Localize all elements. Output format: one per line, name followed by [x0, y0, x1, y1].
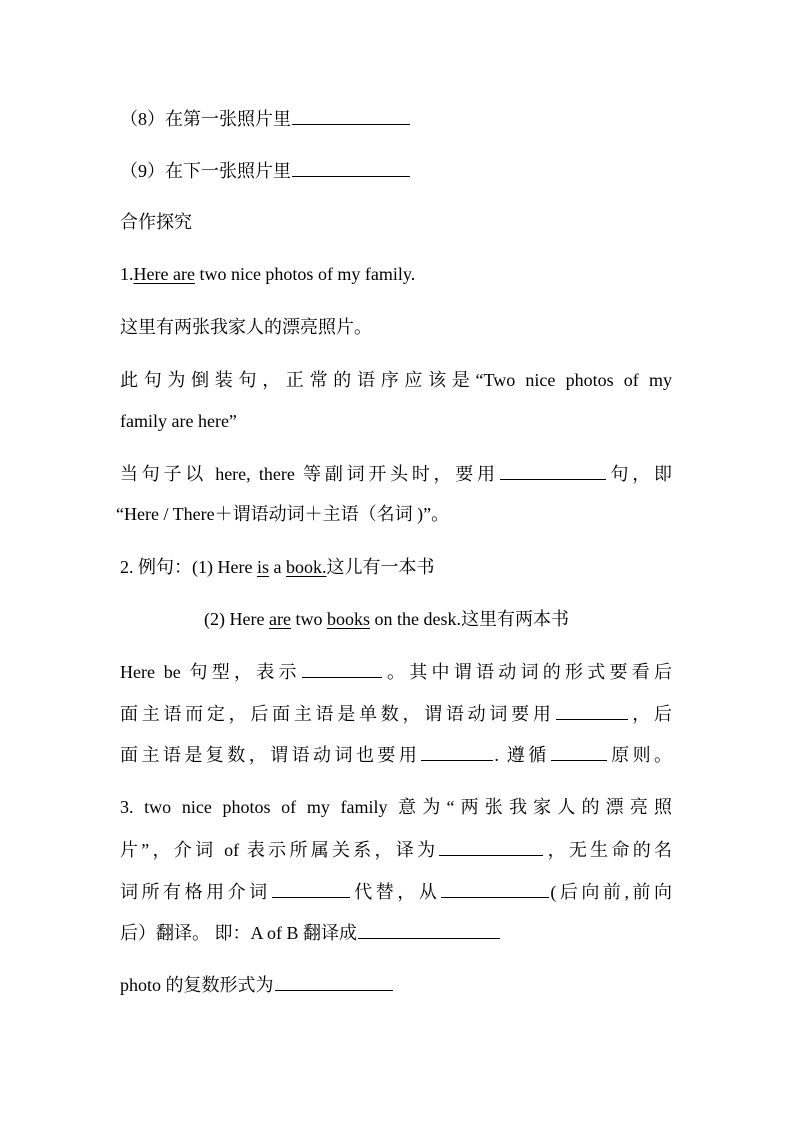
p3-line-a: 3. two nice photos of my family 意为“两张我家人的漂亮照 — [120, 797, 672, 817]
p1-sentence — [120, 262, 672, 286]
p2-explain-text-b-end: ，后 — [628, 704, 673, 724]
p2-explain-text-c: 面主语是复数，谓语动词也要用 — [120, 745, 421, 765]
p3-text-b-end: ，无生命的名 — [544, 840, 672, 860]
p3-text-c: 词所有格用介词 — [120, 882, 271, 902]
p2-lead: 2. 例句：(1) Here — [120, 557, 253, 577]
p3-direction-blank[interactable] — [441, 879, 549, 898]
p1-note-line-b: family are here” — [120, 411, 237, 431]
p2-example-1 — [120, 555, 672, 579]
p2-principle-blank[interactable] — [551, 742, 607, 761]
p2-ex1-verb: is — [256, 557, 269, 577]
p3-translation-blank[interactable] — [439, 837, 543, 856]
p1-rule-text: 当句子以 here, there 等副词开头时，要用 — [120, 464, 499, 484]
p1-note-line-a: 此句为倒装句，正常的语序应该是“Two nice photos of my — [120, 370, 672, 390]
item-8-text: （8）在第一张照片里 — [120, 109, 291, 129]
item-9 — [120, 158, 672, 183]
p2-meaning-blank[interactable] — [302, 659, 382, 678]
p3-a-of-b-blank[interactable] — [358, 920, 500, 939]
p2-ex1-mid: a — [268, 557, 286, 577]
p2-singular-verb-blank[interactable] — [556, 701, 628, 720]
item-8 — [120, 106, 672, 131]
p1-rest: two nice photos of my family. — [194, 264, 416, 284]
p2-ex2-noun: books — [326, 609, 370, 629]
p1-here-are: Here are — [133, 264, 195, 284]
p1-sentence-type-blank[interactable] — [500, 461, 606, 480]
p2-explain-text-a-end: 。其中谓语动词的形式要看后 — [382, 662, 673, 682]
section-heading: 合作探究 — [120, 212, 192, 232]
p2-explain-text-c-end: 原则。 — [607, 745, 673, 765]
p3-text-c-end: (后向前,前向 — [550, 882, 673, 902]
p2-explain-line-a — [120, 659, 672, 684]
p2-ex1-noun: book. — [285, 557, 327, 577]
p3-line-c — [120, 879, 672, 904]
p2-ex2-verb: are — [268, 609, 291, 629]
p1-rule-text-end: 句，即 — [606, 464, 672, 484]
p2-ex2-mid: two — [290, 609, 327, 629]
p3-line-d — [120, 920, 672, 945]
p2-example-2 — [204, 607, 672, 631]
p1-number: 1. — [120, 264, 134, 284]
p2-explain-line-b — [120, 701, 672, 726]
p3-plural-blank[interactable] — [275, 972, 393, 991]
p2-explain-text-c-mid: . 遵循 — [494, 745, 550, 765]
p1-rule-line-b: “Here / There＋谓语动词＋主语（名词 )”。 — [116, 504, 450, 524]
p3-preposition-blank[interactable] — [272, 879, 350, 898]
p3-text-d: 后）翻译。 即：A of B 翻译成 — [120, 923, 358, 943]
item-9-blank[interactable] — [292, 158, 410, 177]
p2-explain-text-a: Here be 句型，表示 — [120, 662, 301, 682]
p2-explain-text-b: 面主语而定，后面主语是单数，谓语动词要用 — [120, 704, 555, 724]
item-8-blank[interactable] — [292, 106, 410, 125]
p3-text-c-mid: 代替，从 — [350, 882, 441, 902]
p3-plural-line — [120, 972, 672, 997]
p2-explain-line-c — [120, 742, 672, 767]
p2-ex1-translation: 这儿有一本书 — [326, 557, 435, 577]
p2-ex2-rest: on the desk. — [369, 609, 461, 629]
p2-ex2-translation: 这里有两本书 — [460, 609, 569, 629]
item-9-text: （9）在下一张照片里 — [120, 161, 291, 181]
p3-text-b: 片”，介词 of 表示所属关系，译为 — [120, 840, 439, 860]
p1-translation: 这里有两张我家人的漂亮照片。 — [120, 317, 372, 337]
p3-plural-text: photo 的复数形式为 — [120, 975, 274, 995]
p3-line-b — [120, 837, 672, 862]
p2-ex2-lead: (2) Here — [204, 609, 269, 629]
p2-plural-verb-blank[interactable] — [421, 742, 493, 761]
p1-rule-line-a — [120, 461, 672, 486]
